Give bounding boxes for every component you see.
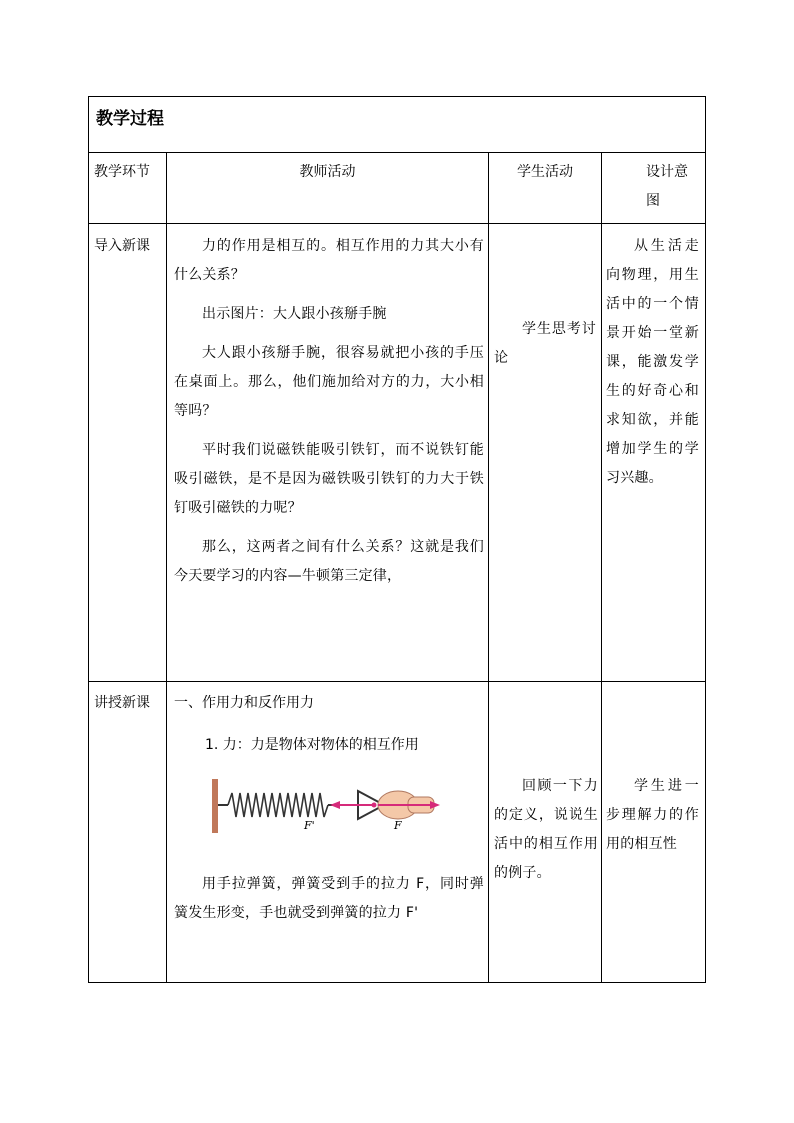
wall-block [212, 779, 218, 833]
table-title: 教学过程 [96, 109, 164, 129]
header-design-line2: 图 [646, 193, 660, 209]
row2-stage: 讲授新课 [94, 695, 150, 711]
spring-coil [228, 793, 328, 817]
header-design-line1: 设计意 [646, 164, 688, 180]
row1-teacher [174, 232, 484, 591]
row2-point1: 1. 力：力是物体对物体的相互作用 [205, 737, 419, 753]
table-border-right [705, 96, 706, 983]
col-divider [488, 152, 489, 983]
table-border-bottom [88, 982, 706, 983]
row1-design [606, 232, 699, 493]
row1-teacher-p2: 出示图片：大人跟小孩掰手腕 [202, 306, 387, 322]
row-divider [88, 152, 706, 153]
row2-heading: 一、作用力和反作用力 [174, 695, 314, 711]
row1-student [494, 315, 596, 373]
figure-label-left: F' [304, 819, 315, 832]
header-teacher: 教师活动 [299, 164, 356, 180]
table-border-left [88, 96, 89, 983]
spring-hand-svg [208, 775, 448, 841]
table-border-top [88, 96, 706, 97]
row-divider [88, 681, 706, 682]
spring-figure [208, 775, 448, 841]
col-divider [601, 152, 602, 983]
figure-label-right: F [394, 819, 402, 832]
row2-student [494, 772, 598, 888]
teaching-process-table [88, 96, 706, 983]
header-stage: 教学环节 [94, 164, 150, 180]
row2-design [606, 772, 699, 859]
row1-teacher-p3: 大人跟小孩掰手腕，很容易就把小孩的手压在桌面上。那么，他们施加给对方的力，大小相等吗？ [174, 345, 484, 419]
row-divider [88, 223, 706, 224]
row2-teacher-after-text: 用手拉弹簧，弹簧受到手的拉力 F，同时弹簧发生形变，手也就受到弹簧的拉力 F' [174, 876, 484, 921]
row1-teacher-p1: 力的作用是相互的。相互作用的力其大小有什么关系？ [174, 238, 484, 283]
row1-teacher-p4: 平时我们说磁铁能吸引铁钉，而不说铁钉能吸引磁铁，是不是因为磁铁吸引铁钉的力大于铁钉吸引磁铁的力呢？ [174, 442, 484, 516]
row1-student-text: 学生思考讨论 [494, 321, 596, 366]
header-student: 学生活动 [517, 164, 573, 180]
row1-teacher-p5: 那么，这两者之间有什么关系？这就是我们今天要学习的内容—牛顿第三定律， [174, 539, 484, 584]
row2-student-text: 回顾一下力的定义，说说生活中的相互作用的例子。 [494, 778, 598, 881]
row1-design-text: 从生活走向物理，用生活中的一个情景开始一堂新课，能激发学生的好奇心和求知欲，并能增加学生的学习兴趣。 [606, 238, 699, 486]
col-divider [166, 152, 167, 983]
row1-stage: 导入新课 [94, 238, 150, 254]
row2-design-text: 学生进一步理解力的作用的相互性 [606, 778, 699, 852]
row2-teacher-after [174, 870, 484, 928]
